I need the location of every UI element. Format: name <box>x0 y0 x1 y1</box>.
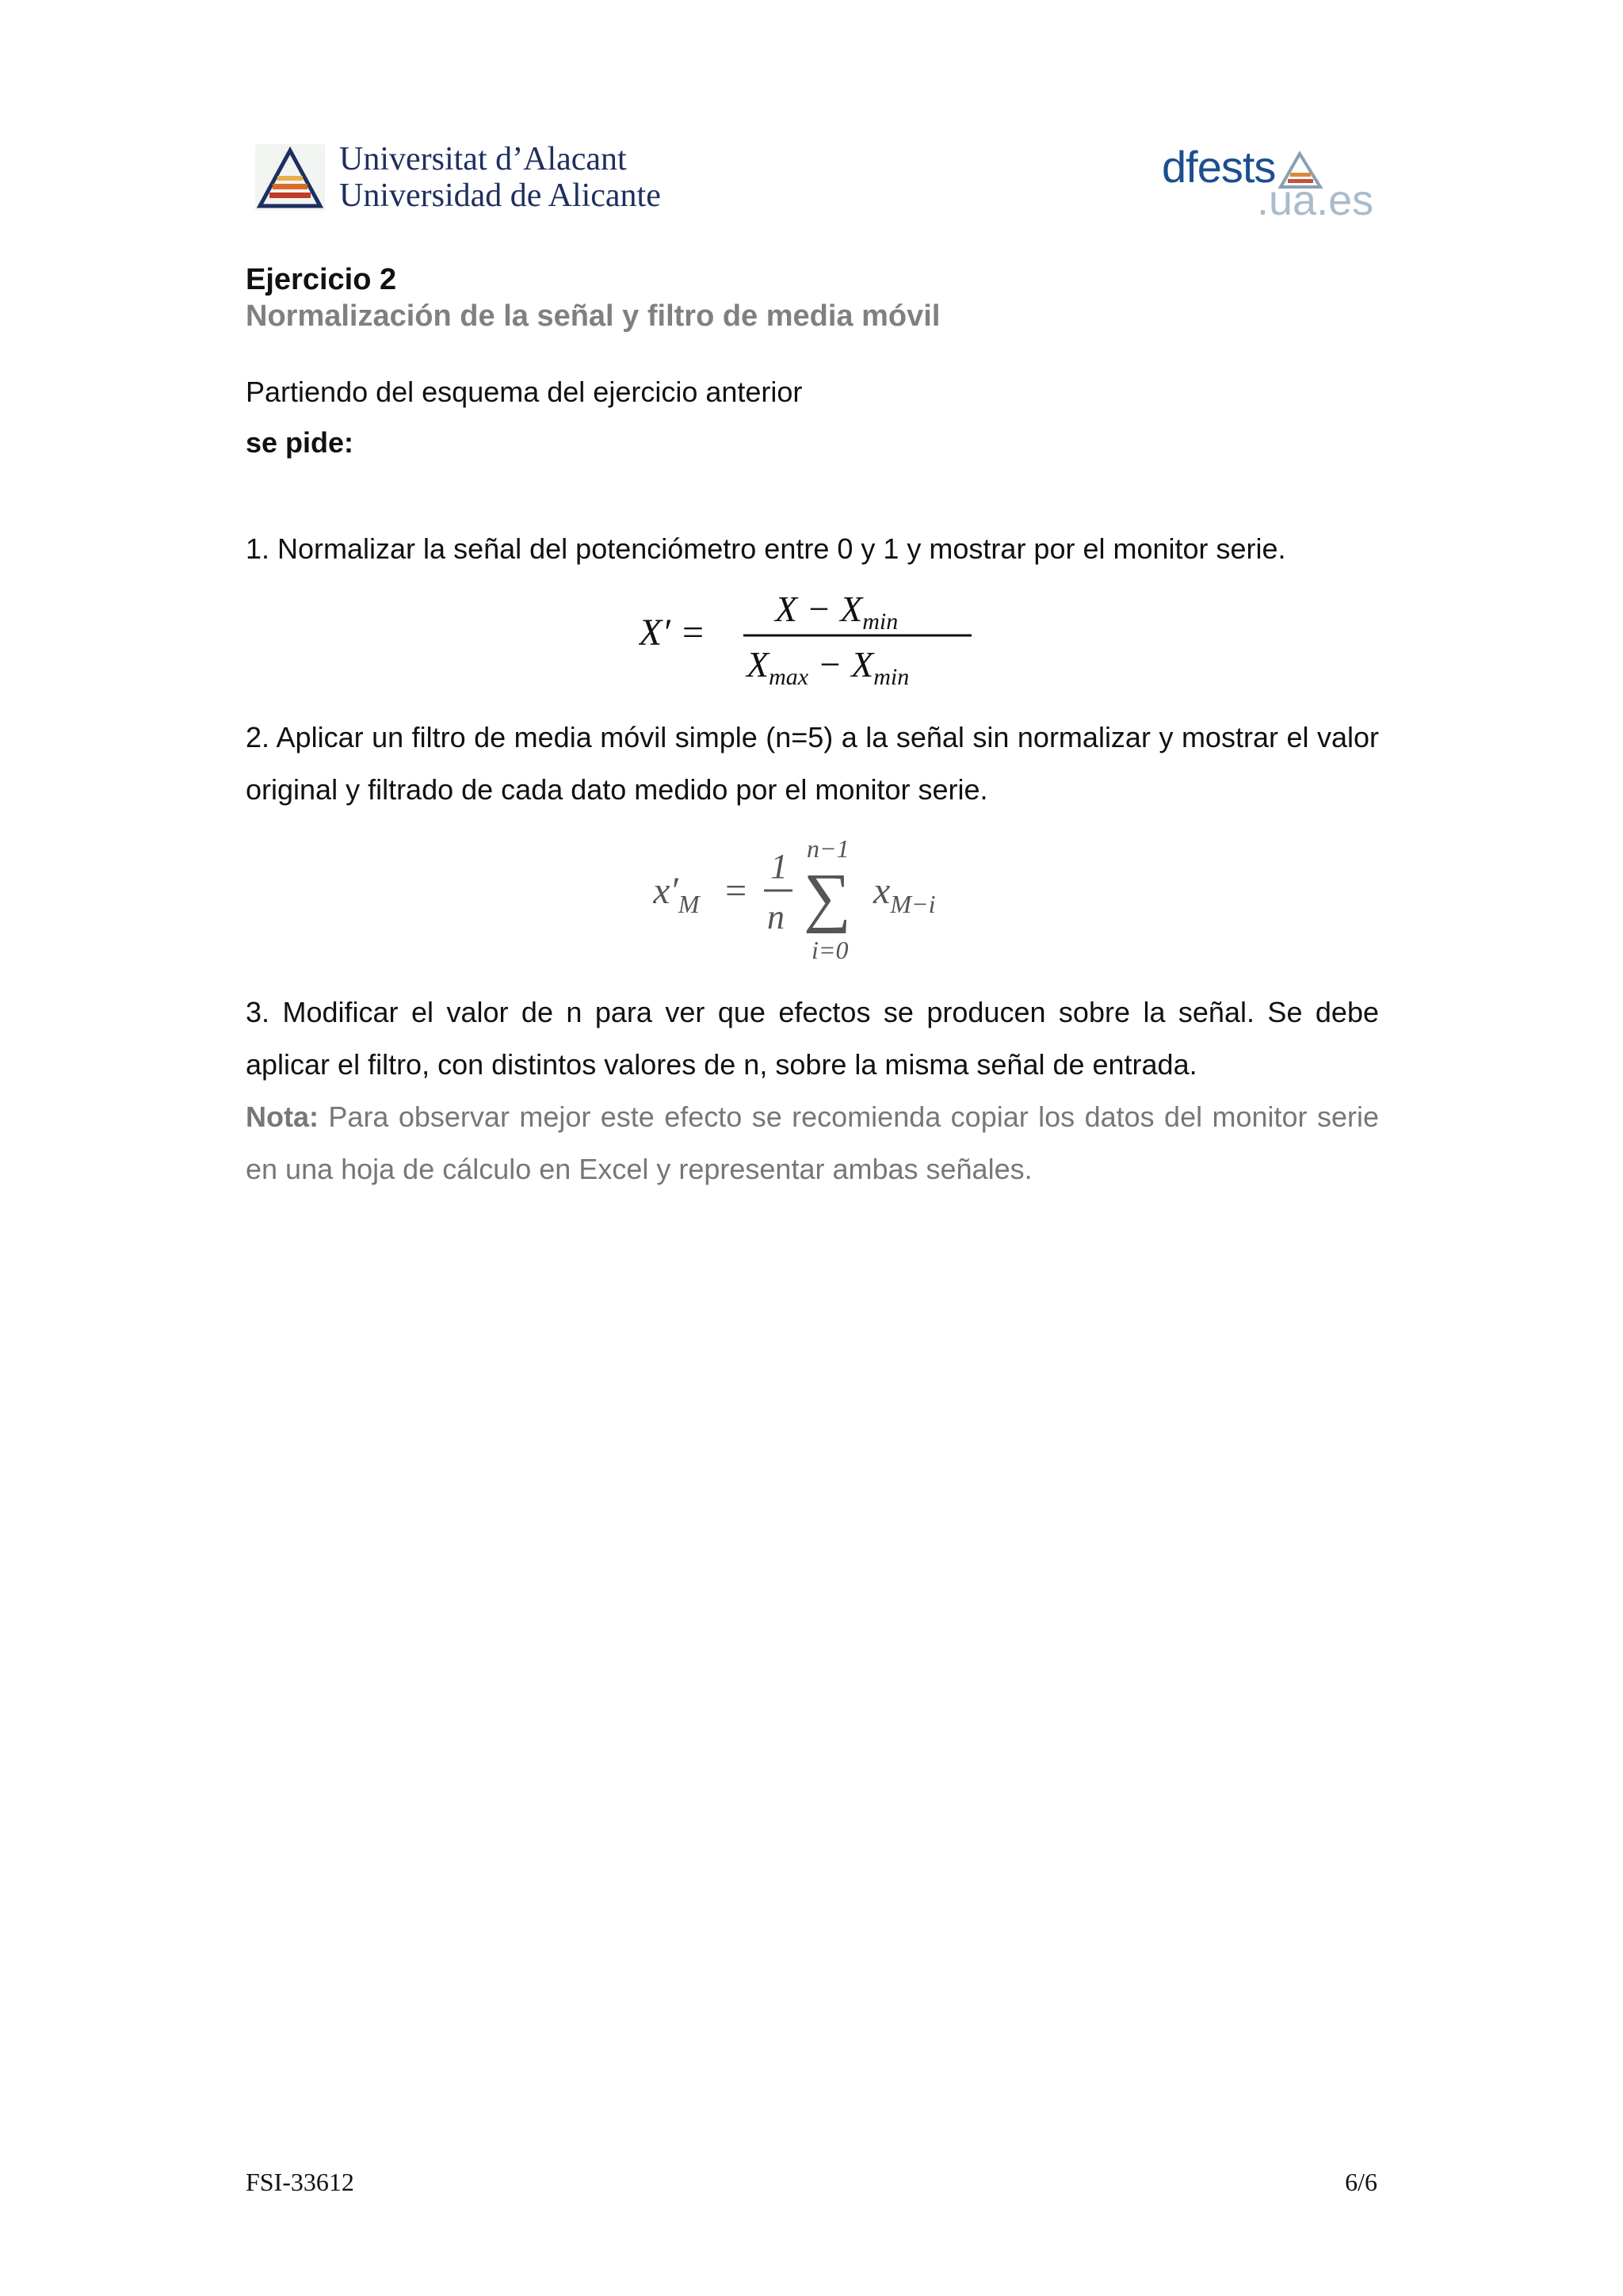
exercise-ask: se pide: <box>246 426 354 459</box>
task-item-3: 3. Modificar el valor de n para ver que efectos se producen sobre la señal. Se debe aplicar el filtro, con distintos valores de n, sobre la misma señal de entrada. <box>246 996 1379 1081</box>
formula-lhs: X′ = <box>639 612 706 654</box>
ma-lhs: $x'_M$ <box>653 870 700 918</box>
note-text: Para observar mejor este efecto se recomienda copiar los datos del monitor serie en una hoja de cálculo en Excel y representar ambas señales. <box>246 1100 1379 1185</box>
ma-equals: = <box>723 870 749 912</box>
university-logo <box>255 141 667 217</box>
note-label: Nota: <box>246 1100 319 1133</box>
moving-average-formula <box>653 830 970 965</box>
footer-course-code: FSI-33612 <box>246 2168 354 2196</box>
department-logo-sub: .ua.es <box>1257 177 1374 224</box>
formula-numerator: $X - X_{min}$ <box>775 589 899 635</box>
ma-sum-symbol: ∑ <box>804 860 851 934</box>
ma-frac-den: n <box>767 898 785 936</box>
exercise-intro: Partiendo del esquema del ejercicio anterior <box>246 376 803 408</box>
ma-term: $x_{M-i}$ <box>873 870 936 918</box>
formula-denominator: $X_{max} - X_{min}$ <box>747 644 910 688</box>
university-name-line2: Universidad de Alicante <box>339 177 661 214</box>
ma-sum-lower: i=0 <box>812 936 849 964</box>
footer-page-number: 6/6 <box>1345 2168 1377 2196</box>
department-logo <box>1162 141 1376 228</box>
university-name <box>339 141 661 214</box>
ma-sum-upper: n−1 <box>807 834 850 863</box>
university-name-line1: Universitat d’Alacant <box>339 141 627 177</box>
university-emblem-icon <box>255 144 325 211</box>
exercise-title: Ejercicio 2 <box>246 263 397 296</box>
exercise-subtitle: Normalización de la señal y filtro de media móvil <box>246 299 941 333</box>
ma-frac-num: 1 <box>770 847 788 886</box>
task-item-2: 2. Aplicar un filtro de media móvil simple (n=5) a la señal sin normalizar y mostrar el valor original y filtrado de cada dato medido por el monitor serie. <box>246 721 1379 806</box>
normalization-formula <box>639 585 980 688</box>
note-paragraph <box>246 1091 1379 1196</box>
department-logo-main: dfests <box>1162 142 1276 192</box>
task-item-1: 1. Normalizar la señal del potenciómetro entre 0 y 1 y mostrar por el monitor serie. <box>246 532 1286 565</box>
